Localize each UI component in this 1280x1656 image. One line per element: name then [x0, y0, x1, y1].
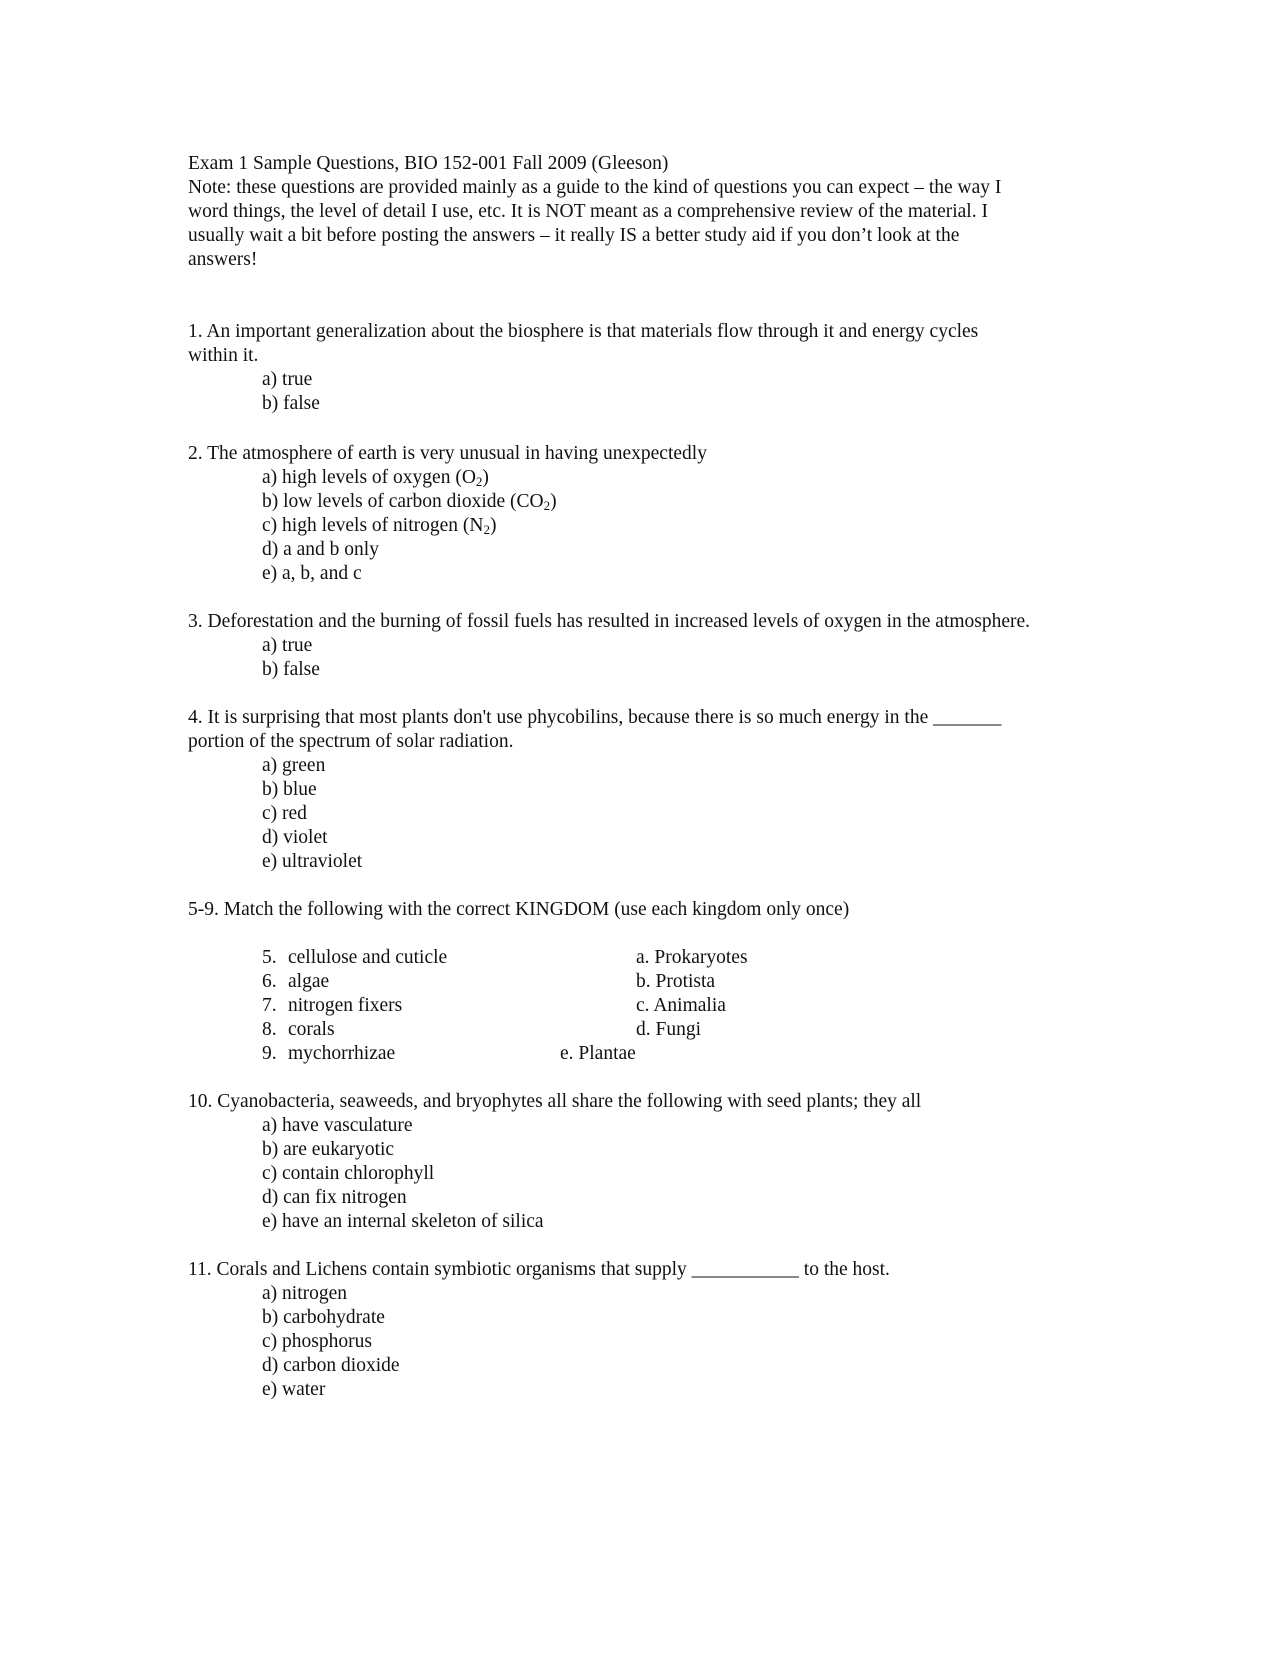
kingdom-c: c. Animalia: [636, 995, 726, 1016]
question-4-option-e: e) ultraviolet: [262, 851, 363, 872]
question-1-option-a: a) true: [262, 369, 313, 390]
question-11-option-e: e) water: [262, 1379, 326, 1400]
question-11-option-d: d) carbon dioxide: [262, 1355, 400, 1376]
question-3-option-a: a) true: [262, 635, 313, 656]
kingdom-b: b. Protista: [636, 971, 716, 992]
question-2-option-e: e) a, b, and c: [262, 563, 362, 584]
subscript-2: 2: [475, 474, 483, 489]
match-item-8: [262, 1018, 447, 1042]
question-2-option-a: [188, 466, 1088, 490]
match-item-number: 6.: [262, 971, 277, 992]
question-1-stem-line-1: 1. An important generalization about the biosphere is that materials flow through it and energy cycles: [188, 321, 979, 342]
matching-items: [262, 946, 447, 1066]
kingdom-d: d. Fungi: [636, 1019, 702, 1040]
match-item-7: [262, 994, 447, 1018]
question-4-option-b: b) blue: [262, 779, 317, 800]
question-3-option-b: b) false: [262, 659, 320, 680]
question-11-stem: 11. Corals and Lichens contain symbiotic organisms that supply ___________ to the host.: [188, 1259, 890, 1280]
subscript-2: 2: [543, 498, 551, 513]
question-5-9: [188, 898, 1088, 1066]
match-item-number: 8.: [262, 1019, 277, 1040]
match-item-text: algae: [288, 971, 330, 992]
match-item-text: corals: [288, 1019, 335, 1040]
match-item-number: 5.: [262, 947, 277, 968]
question-2-option-d: d) a and b only: [262, 539, 379, 560]
question-2-option-c: [188, 514, 1088, 538]
question-10-option-e: e) have an internal skeleton of silica: [262, 1211, 544, 1232]
question-4-stem-line-1: 4. It is surprising that most plants don't use phycobilins, because there is so much energy in the _______: [188, 707, 1002, 728]
question-11-option-b: b) carbohydrate: [262, 1307, 385, 1328]
kingdom-e: e. Plantae: [560, 1043, 636, 1064]
question-2-option-c-text: c) high levels of nitrogen (N: [262, 515, 484, 536]
match-item-text: mychorrhizae: [288, 1043, 396, 1064]
question-10-option-d: d) can fix nitrogen: [262, 1187, 407, 1208]
match-item-number: 7.: [262, 995, 277, 1016]
question-3-stem: 3. Deforestation and the burning of fossil fuels has resulted in increased levels of oxygen in the atmosphere.: [188, 611, 1031, 632]
exam-header: [188, 152, 1088, 272]
question-4-option-c: c) red: [262, 803, 307, 824]
question-1: [188, 320, 1088, 416]
question-2-stem: 2. The atmosphere of earth is very unusual in having unexpectedly: [188, 443, 707, 464]
question-4: [188, 706, 1088, 874]
match-item-text: nitrogen fixers: [288, 995, 403, 1016]
note-line-3: usually wait a bit before posting the answers – it really IS a better study aid if you don’t look at the: [188, 225, 960, 246]
question-4-stem-line-2: portion of the spectrum of solar radiation.: [188, 731, 514, 752]
page-title: Exam 1 Sample Questions, BIO 152-001 Fall 2009 (Gleeson): [188, 153, 669, 174]
close-paren: ): [489, 515, 497, 536]
question-3: [188, 610, 1088, 682]
close-paren: ): [482, 467, 489, 488]
question-1-stem-line-2: within it.: [188, 345, 259, 366]
exam-page: [188, 152, 1088, 1402]
subscript-2: 2: [483, 522, 490, 537]
question-2: [188, 442, 1088, 586]
question-11-option-c: c) phosphorus: [262, 1331, 372, 1352]
question-2-option-a-text: a) high levels of oxygen (O: [262, 467, 476, 488]
question-11-option-a: a) nitrogen: [262, 1283, 348, 1304]
question-2-option-b: [188, 490, 1088, 514]
kingdom-list: [636, 946, 748, 1042]
note-line-1: Note: these questions are provided mainly as a guide to the kind of questions you can expect – the way I: [188, 177, 1002, 198]
matching-block: [188, 946, 1088, 1066]
question-10: [188, 1090, 1088, 1234]
question-2-option-b-text: b) low levels of carbon dioxide (CO: [262, 491, 544, 512]
match-item-6: [262, 970, 447, 994]
match-item-text: cellulose and cuticle: [288, 947, 448, 968]
kingdom-a: a. Prokaryotes: [636, 947, 748, 968]
match-item-number: 9.: [262, 1043, 277, 1064]
match-item-9: [262, 1042, 447, 1066]
close-paren: ): [550, 491, 557, 512]
question-10-stem: 10. Cyanobacteria, seaweeds, and bryophytes all share the following with seed plants; they all: [188, 1091, 922, 1112]
note-line-2: word things, the level of detail I use, etc. It is NOT meant as a comprehensive review of the material. I: [188, 201, 988, 222]
question-4-option-d: d) violet: [262, 827, 328, 848]
note-line-4: answers!: [188, 249, 258, 270]
question-1-option-b: b) false: [262, 393, 320, 414]
question-11: [188, 1258, 1088, 1402]
question-10-option-b: b) are eukaryotic: [262, 1139, 395, 1160]
match-item-5: [262, 946, 447, 970]
question-10-option-c: c) contain chlorophyll: [262, 1163, 435, 1184]
question-4-option-a: a) green: [262, 755, 326, 776]
question-5-9-stem: 5-9. Match the following with the correct KINGDOM (use each kingdom only once): [188, 899, 850, 920]
question-10-option-a: a) have vasculature: [262, 1115, 413, 1136]
